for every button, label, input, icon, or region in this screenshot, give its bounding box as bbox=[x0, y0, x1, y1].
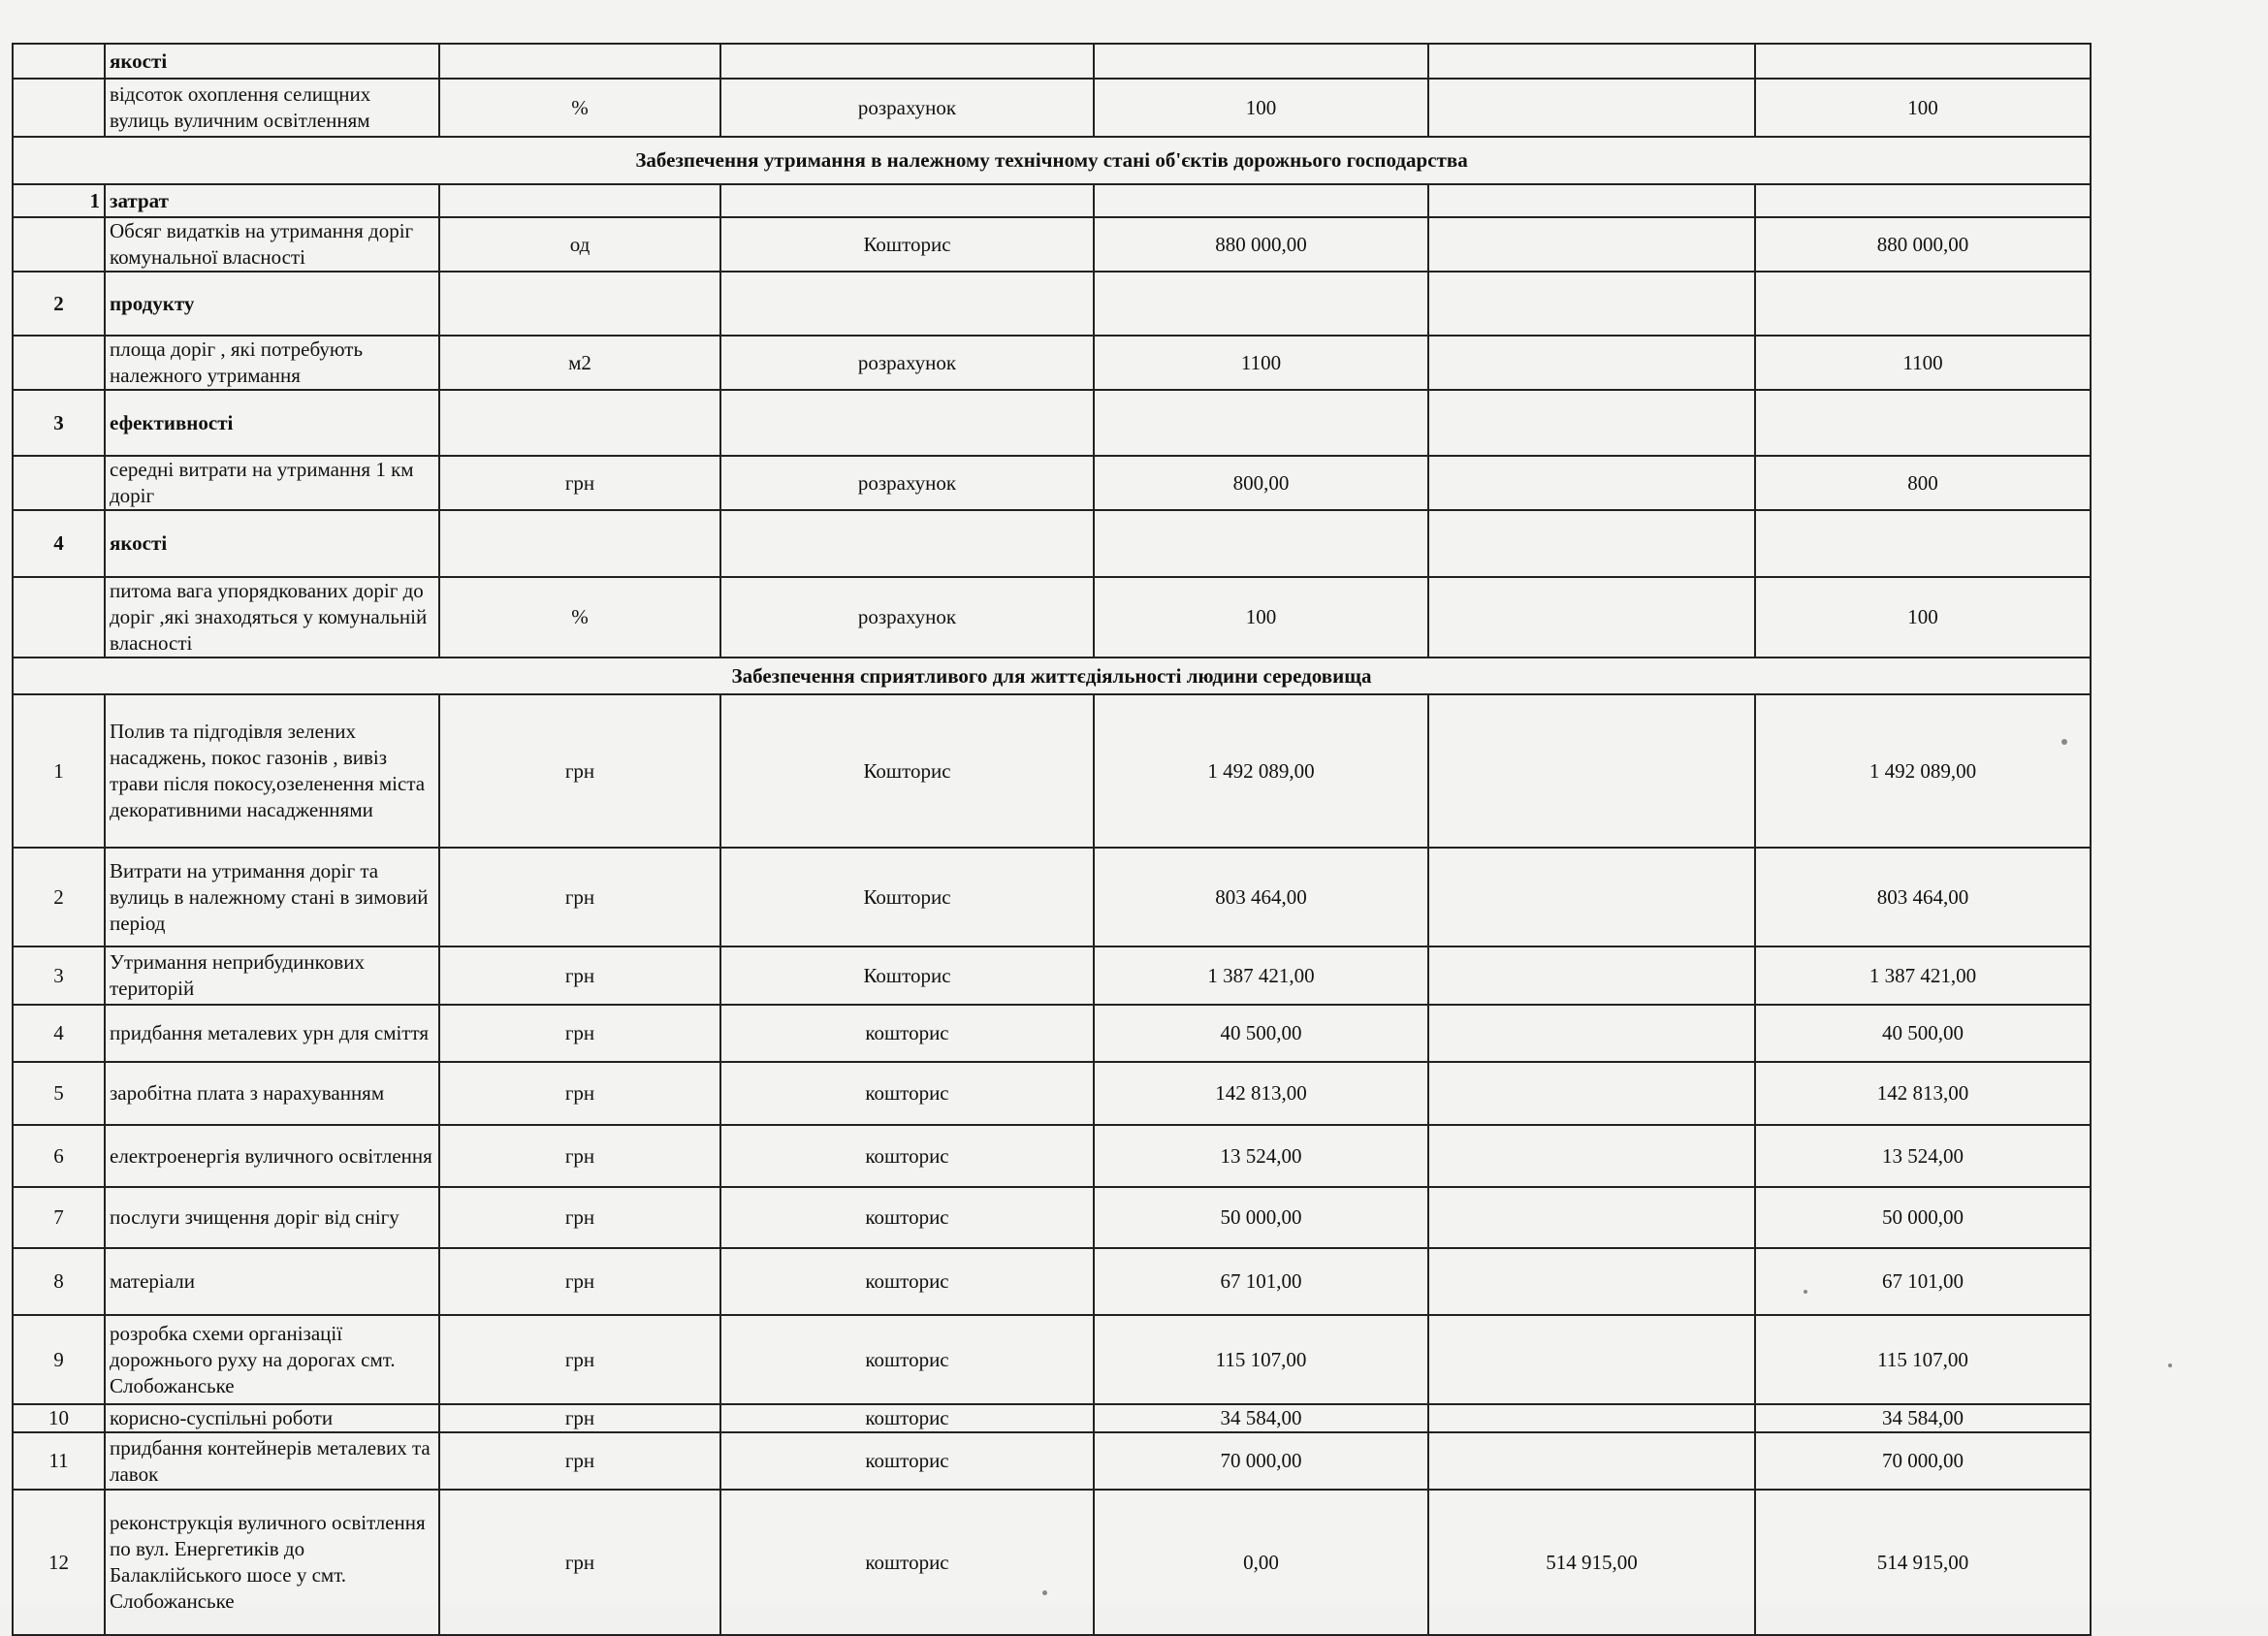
source-cell: кошторис bbox=[720, 1005, 1094, 1062]
value-cell: 880 000,00 bbox=[1094, 217, 1428, 272]
row-number: 6 bbox=[13, 1125, 105, 1187]
value-cell bbox=[1428, 1315, 1755, 1404]
table-row bbox=[13, 1005, 2091, 1062]
empty-cell bbox=[1755, 184, 2091, 217]
indicator-name: заробітна плата з нарахуванням bbox=[105, 1062, 439, 1125]
total-cell: 1100 bbox=[1755, 336, 2091, 390]
value-cell: 800,00 bbox=[1094, 456, 1428, 510]
row-number: 1 bbox=[13, 184, 105, 217]
row-number: 5 bbox=[13, 1062, 105, 1125]
value-cell bbox=[1428, 1062, 1755, 1125]
table-row bbox=[13, 1062, 2091, 1125]
source-cell: кошторис bbox=[720, 1125, 1094, 1187]
unit-cell: грн bbox=[439, 1005, 720, 1062]
row-number bbox=[13, 79, 105, 137]
total-cell: 67 101,00 bbox=[1755, 1248, 2091, 1315]
source-cell: Кошторис bbox=[720, 946, 1094, 1005]
value-cell bbox=[1428, 456, 1755, 510]
value-cell: 115 107,00 bbox=[1094, 1315, 1428, 1404]
row-number bbox=[13, 456, 105, 510]
value-cell: 0,00 bbox=[1094, 1490, 1428, 1635]
table-row bbox=[13, 1187, 2091, 1248]
unit-cell: грн bbox=[439, 694, 720, 848]
scan-speck bbox=[2061, 739, 2067, 745]
row-number: 11 bbox=[13, 1432, 105, 1490]
row-number bbox=[13, 44, 105, 79]
empty-cell bbox=[1094, 184, 1428, 217]
indicator-name: площа доріг , які потребують належного утримання bbox=[105, 336, 439, 390]
category-row bbox=[13, 184, 2091, 217]
value-cell bbox=[1428, 946, 1755, 1005]
value-cell: 803 464,00 bbox=[1094, 848, 1428, 946]
empty-cell bbox=[439, 44, 720, 79]
source-cell: кошторис bbox=[720, 1315, 1094, 1404]
indicator-name: придбання контейнерів металевих та лавок bbox=[105, 1432, 439, 1490]
total-cell: 880 000,00 bbox=[1755, 217, 2091, 272]
value-cell: 514 915,00 bbox=[1428, 1490, 1755, 1635]
indicator-name: придбання металевих урн для сміття bbox=[105, 1005, 439, 1062]
value-cell bbox=[1428, 577, 1755, 658]
total-cell: 70 000,00 bbox=[1755, 1432, 2091, 1490]
total-cell: 50 000,00 bbox=[1755, 1187, 2091, 1248]
section-header-row bbox=[13, 137, 2091, 184]
value-cell bbox=[1428, 1187, 1755, 1248]
table-row bbox=[13, 577, 2091, 658]
scan-speck bbox=[1042, 1590, 1047, 1595]
category-name: якості bbox=[105, 44, 439, 79]
empty-cell bbox=[1428, 390, 1755, 456]
source-cell: кошторис bbox=[720, 1062, 1094, 1125]
row-number: 12 bbox=[13, 1490, 105, 1635]
value-cell: 34 584,00 bbox=[1094, 1404, 1428, 1432]
category-row bbox=[13, 44, 2091, 79]
row-number bbox=[13, 577, 105, 658]
row-number: 3 bbox=[13, 946, 105, 1005]
row-number: 1 bbox=[13, 694, 105, 848]
total-cell: 115 107,00 bbox=[1755, 1315, 2091, 1404]
value-cell: 1100 bbox=[1094, 336, 1428, 390]
empty-cell bbox=[720, 44, 1094, 79]
empty-cell bbox=[1755, 390, 2091, 456]
value-cell: 40 500,00 bbox=[1094, 1005, 1428, 1062]
value-cell: 100 bbox=[1094, 79, 1428, 137]
indicator-name: Витрати на утримання доріг та вулиць в належному стані в зимовий період bbox=[105, 848, 439, 946]
empty-cell bbox=[1094, 390, 1428, 456]
total-cell: 34 584,00 bbox=[1755, 1404, 2091, 1432]
indicator-name: середні витрати на утримання 1 км доріг bbox=[105, 456, 439, 510]
section-title: Забезпечення сприятливого для життєдіяльності людини середовища bbox=[13, 658, 2091, 694]
unit-cell: грн bbox=[439, 1490, 720, 1635]
indicator-name: послуги зчищення доріг від снігу bbox=[105, 1187, 439, 1248]
value-cell: 50 000,00 bbox=[1094, 1187, 1428, 1248]
unit-cell: % bbox=[439, 79, 720, 137]
indicator-name: електроенергія вуличного освітлення bbox=[105, 1125, 439, 1187]
unit-cell: грн bbox=[439, 946, 720, 1005]
value-cell: 1 492 089,00 bbox=[1094, 694, 1428, 848]
table-row bbox=[13, 1432, 2091, 1490]
empty-cell bbox=[439, 390, 720, 456]
indicator-name: відсоток охоплення селищних вулиць вуличним освітленням bbox=[105, 79, 439, 137]
row-number bbox=[13, 217, 105, 272]
row-number: 3 bbox=[13, 390, 105, 456]
empty-cell bbox=[1094, 44, 1428, 79]
indicator-name: корисно-суспільні роботи bbox=[105, 1404, 439, 1432]
value-cell bbox=[1428, 848, 1755, 946]
table-row bbox=[13, 456, 2091, 510]
row-number: 7 bbox=[13, 1187, 105, 1248]
value-cell bbox=[1428, 1005, 1755, 1062]
empty-cell bbox=[439, 510, 720, 577]
source-cell: кошторис bbox=[720, 1432, 1094, 1490]
source-cell: кошторис bbox=[720, 1187, 1094, 1248]
unit-cell: грн bbox=[439, 1248, 720, 1315]
table-row bbox=[13, 1248, 2091, 1315]
row-number: 10 bbox=[13, 1404, 105, 1432]
row-number: 2 bbox=[13, 272, 105, 336]
total-cell: 100 bbox=[1755, 79, 2091, 137]
table-row bbox=[13, 1315, 2091, 1404]
source-cell: Кошторис bbox=[720, 694, 1094, 848]
total-cell: 142 813,00 bbox=[1755, 1062, 2091, 1125]
table-row bbox=[13, 848, 2091, 946]
unit-cell: грн bbox=[439, 456, 720, 510]
category-name: якості bbox=[105, 510, 439, 577]
empty-cell bbox=[720, 390, 1094, 456]
value-cell bbox=[1428, 694, 1755, 848]
category-name: ефективності bbox=[105, 390, 439, 456]
value-cell: 13 524,00 bbox=[1094, 1125, 1428, 1187]
table-row bbox=[13, 694, 2091, 848]
unit-cell: грн bbox=[439, 1432, 720, 1490]
empty-cell bbox=[439, 272, 720, 336]
total-cell: 800 bbox=[1755, 456, 2091, 510]
row-number: 4 bbox=[13, 1005, 105, 1062]
indicator-name: матеріали bbox=[105, 1248, 439, 1315]
table-row bbox=[13, 1490, 2091, 1635]
empty-cell bbox=[1428, 510, 1755, 577]
value-cell bbox=[1428, 336, 1755, 390]
table-row bbox=[13, 79, 2091, 137]
empty-cell bbox=[720, 184, 1094, 217]
indicator-name: питома вага упорядкованих доріг до доріг ,які знаходяться у комунальній власності bbox=[105, 577, 439, 658]
total-cell: 514 915,00 bbox=[1755, 1490, 2091, 1635]
empty-cell bbox=[720, 272, 1094, 336]
indicator-name: Полив та підгодівля зелених насаджень, покос газонів , вивіз трави після покосу,озеленення міста декоративними насадженнями bbox=[105, 694, 439, 848]
value-cell: 100 bbox=[1094, 577, 1428, 658]
empty-cell bbox=[1755, 272, 2091, 336]
row-number: 8 bbox=[13, 1248, 105, 1315]
unit-cell: од bbox=[439, 217, 720, 272]
empty-cell bbox=[1094, 510, 1428, 577]
source-cell: Кошторис bbox=[720, 217, 1094, 272]
category-row bbox=[13, 390, 2091, 456]
empty-cell bbox=[1428, 44, 1755, 79]
value-cell bbox=[1428, 1248, 1755, 1315]
scan-speck bbox=[1804, 1290, 1807, 1294]
scan-speck bbox=[2168, 1363, 2172, 1367]
row-number: 4 bbox=[13, 510, 105, 577]
empty-cell bbox=[1428, 184, 1755, 217]
empty-cell bbox=[439, 184, 720, 217]
value-cell bbox=[1428, 217, 1755, 272]
total-cell: 13 524,00 bbox=[1755, 1125, 2091, 1187]
value-cell: 67 101,00 bbox=[1094, 1248, 1428, 1315]
empty-cell bbox=[1094, 272, 1428, 336]
total-cell: 100 bbox=[1755, 577, 2091, 658]
value-cell bbox=[1428, 1404, 1755, 1432]
indicator-name: Обсяг видатків на утримання доріг комунальної власності bbox=[105, 217, 439, 272]
total-cell: 1 492 089,00 bbox=[1755, 694, 2091, 848]
source-cell: розрахунок bbox=[720, 577, 1094, 658]
total-cell: 40 500,00 bbox=[1755, 1005, 2091, 1062]
unit-cell: грн bbox=[439, 1187, 720, 1248]
source-cell: розрахунок bbox=[720, 456, 1094, 510]
total-cell: 803 464,00 bbox=[1755, 848, 2091, 946]
unit-cell: грн bbox=[439, 1404, 720, 1432]
total-cell: 1 387 421,00 bbox=[1755, 946, 2091, 1005]
section-title: Забезпечення утримання в належному технічному стані об'єктів дорожнього господарства bbox=[13, 137, 2091, 184]
category-row bbox=[13, 510, 2091, 577]
unit-cell: грн bbox=[439, 1125, 720, 1187]
table-row bbox=[13, 946, 2091, 1005]
category-name: затрат bbox=[105, 184, 439, 217]
table-row bbox=[13, 1125, 2091, 1187]
category-name: продукту bbox=[105, 272, 439, 336]
indicator-name: розробка схеми організації дорожнього руху на дорогах смт. Слобожанське bbox=[105, 1315, 439, 1404]
category-row bbox=[13, 272, 2091, 336]
indicator-name: Утримання неприбудинкових територій bbox=[105, 946, 439, 1005]
unit-cell: грн bbox=[439, 1315, 720, 1404]
indicator-name: реконструкція вуличного освітлення по вул. Енергетиків до Балаклійського шосе у смт. Слобожанське bbox=[105, 1490, 439, 1635]
source-cell: кошторис bbox=[720, 1404, 1094, 1432]
row-number: 2 bbox=[13, 848, 105, 946]
empty-cell bbox=[1755, 44, 2091, 79]
table-row bbox=[13, 336, 2091, 390]
unit-cell: грн bbox=[439, 848, 720, 946]
value-cell bbox=[1428, 79, 1755, 137]
empty-cell bbox=[1755, 510, 2091, 577]
row-number: 9 bbox=[13, 1315, 105, 1404]
value-cell: 70 000,00 bbox=[1094, 1432, 1428, 1490]
source-cell: кошторис bbox=[720, 1248, 1094, 1315]
row-number bbox=[13, 336, 105, 390]
unit-cell: м2 bbox=[439, 336, 720, 390]
source-cell: кошторис bbox=[720, 1490, 1094, 1635]
table-row bbox=[13, 1404, 2091, 1432]
indicators-table bbox=[12, 43, 2092, 1636]
section-header-row bbox=[13, 658, 2091, 694]
source-cell: розрахунок bbox=[720, 336, 1094, 390]
value-cell: 1 387 421,00 bbox=[1094, 946, 1428, 1005]
value-cell: 142 813,00 bbox=[1094, 1062, 1428, 1125]
value-cell bbox=[1428, 1432, 1755, 1490]
table-row bbox=[13, 217, 2091, 272]
source-cell: Кошторис bbox=[720, 848, 1094, 946]
empty-cell bbox=[720, 510, 1094, 577]
value-cell bbox=[1428, 1125, 1755, 1187]
empty-cell bbox=[1428, 272, 1755, 336]
source-cell: розрахунок bbox=[720, 79, 1094, 137]
unit-cell: % bbox=[439, 577, 720, 658]
unit-cell: грн bbox=[439, 1062, 720, 1125]
